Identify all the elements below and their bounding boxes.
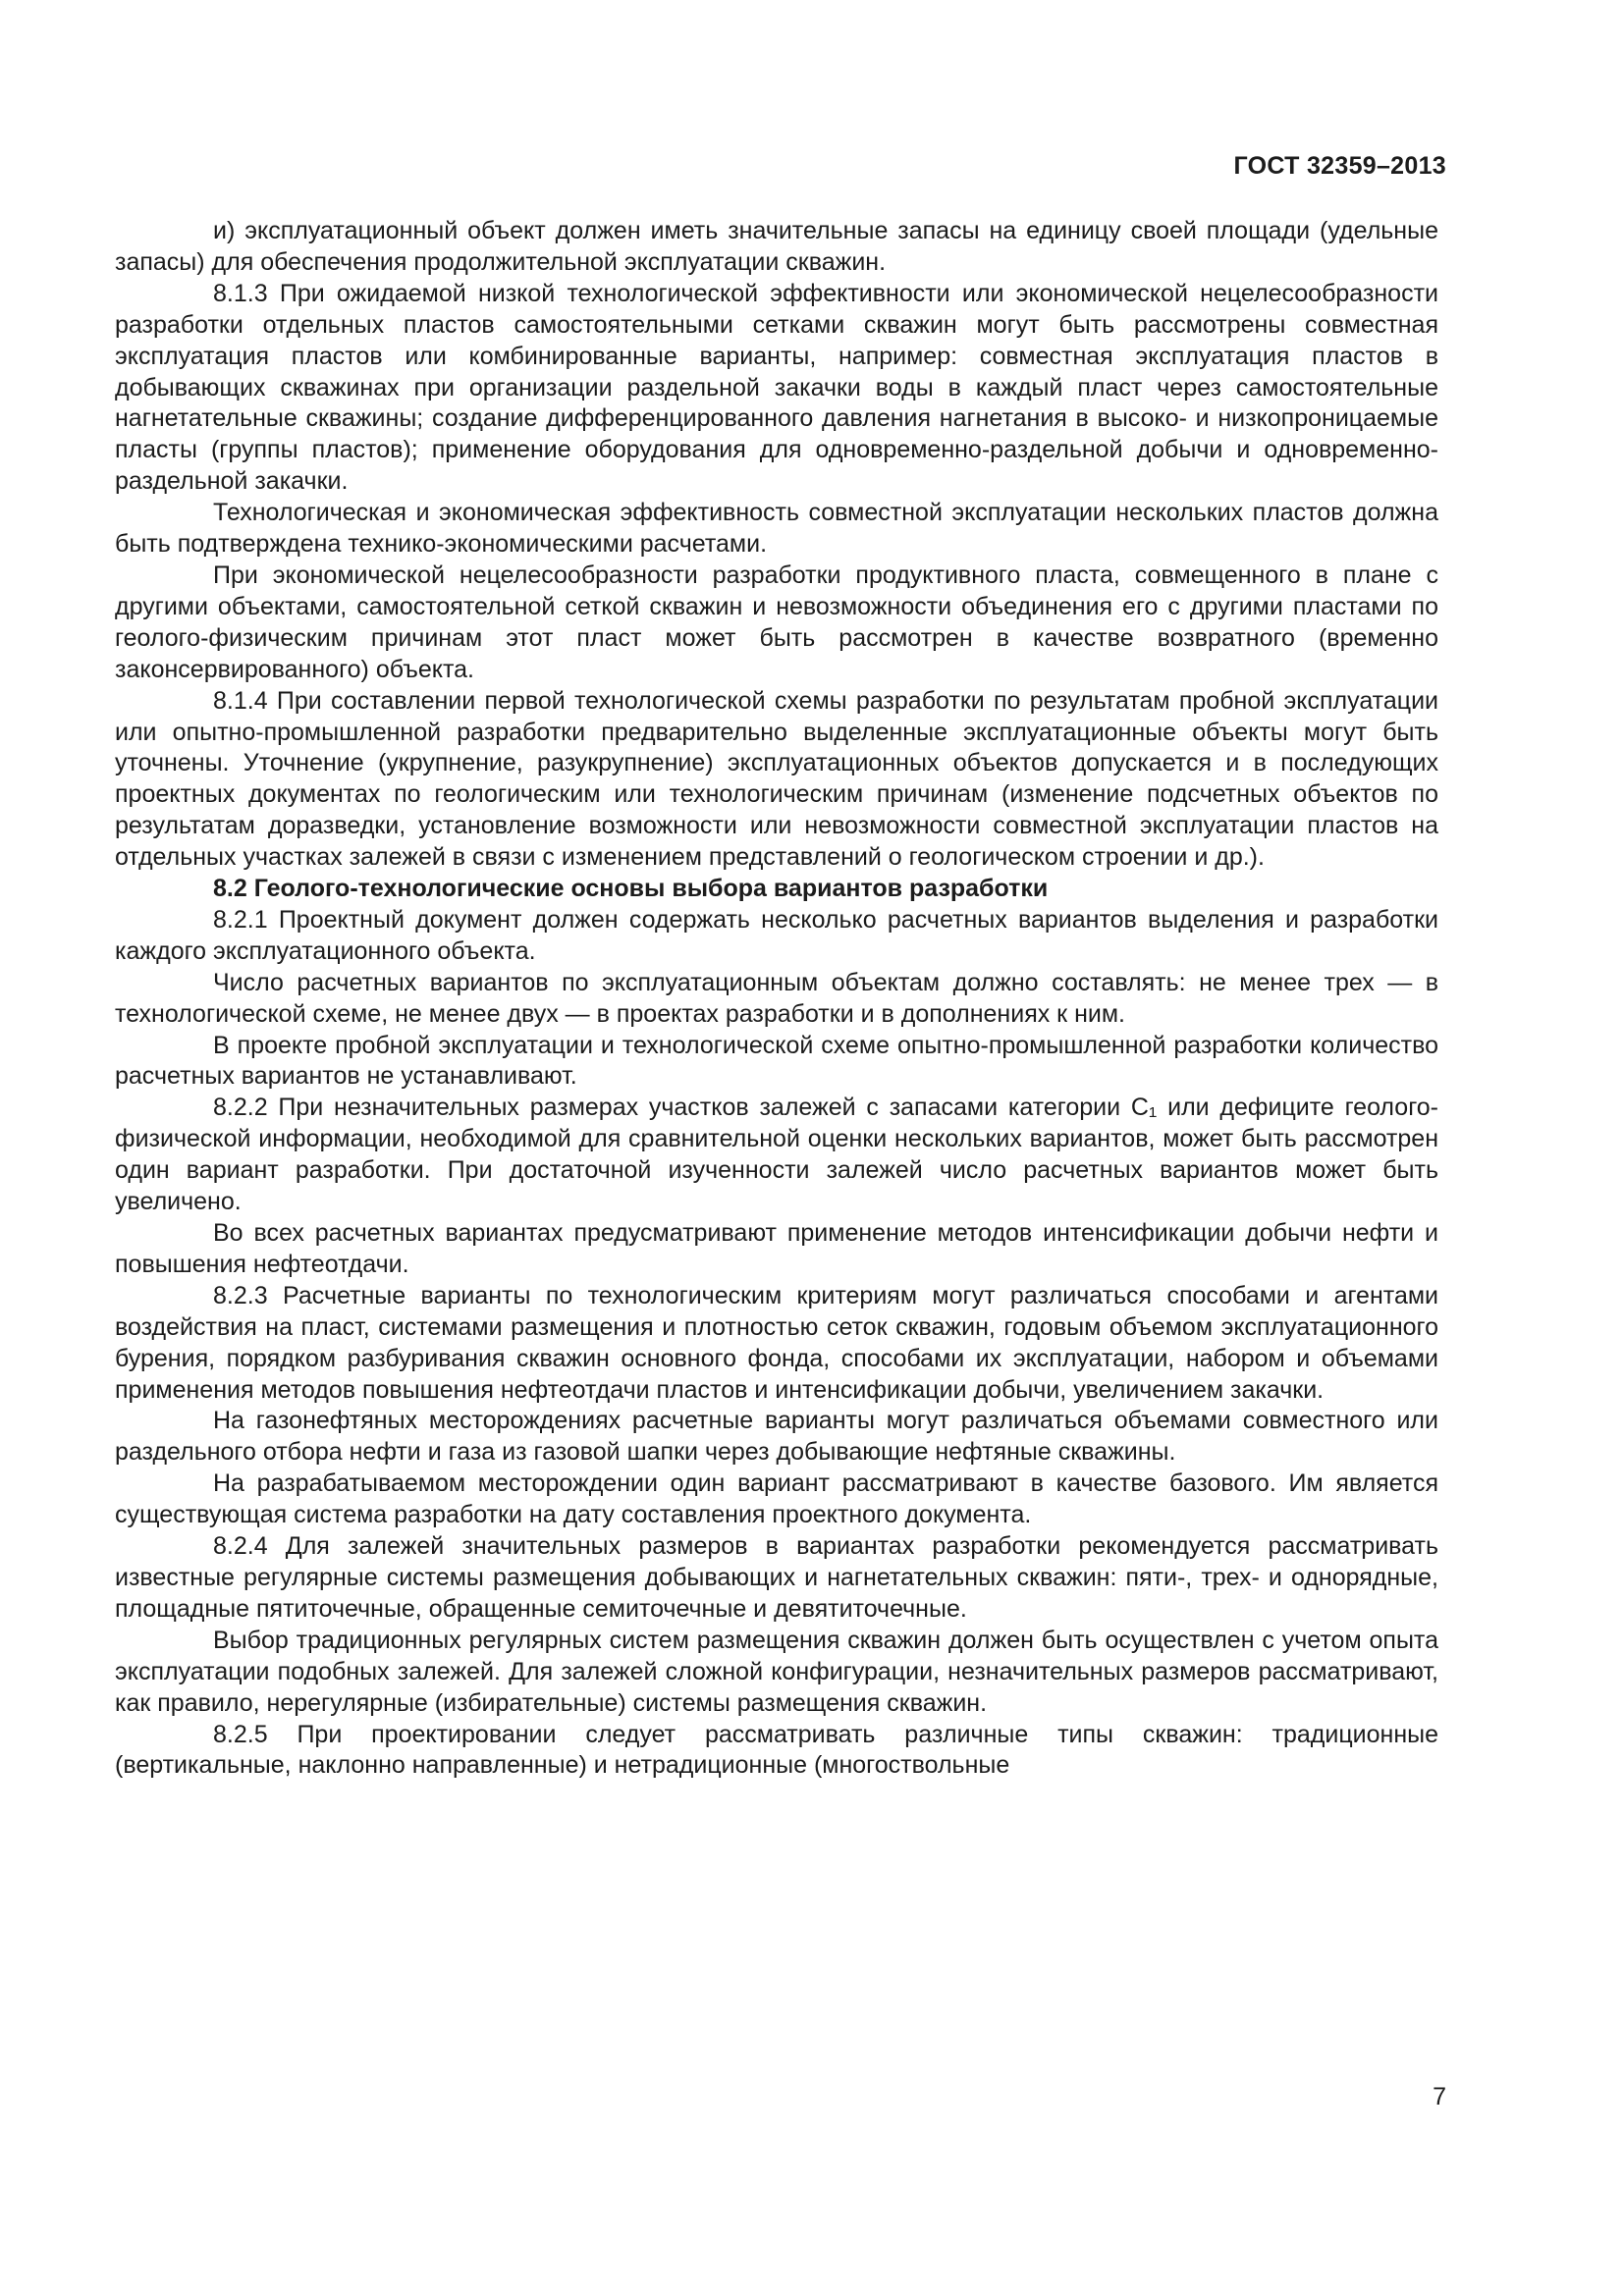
paragraph-8-2-2: 8.2.2 При незначительных размерах участков залежей с запасами категории C₁ или дефиците геолого-физической информации, необходимой для сравнительной оценки нескольких вариантов, может быть рассмотрен один вариант разработки. При достаточной изученности залежей число расчетных вариантов может быть увеличено. <box>115 1094 1438 1216</box>
paragraph-all-variants: Во всех расчетных вариантах предусматривают применение методов интенсификации добычи нефти и повышения нефтеотдачи. <box>115 1219 1438 1278</box>
paragraph-8-2-1: 8.2.1 Проектный документ должен содержать несколько расчетных вариантов выделения и разработки каждого эксплуатационного объекта. <box>115 905 1438 965</box>
document-body <box>115 216 1438 1782</box>
paragraph-joint-operation-efficiency: Технологическая и экономическая эффективность совместной эксплуатации нескольких пластов должна быть подтверждена технико-экономическими расчетами. <box>115 499 1438 559</box>
paragraph-pilot-operation: В проекте пробной эксплуатации и технологической схеме опытно-промышленной разработки количество расчетных вариантов не устанавливают. <box>115 1031 1438 1091</box>
document-code-header: ГОСТ 32359–2013 <box>1233 152 1446 180</box>
paragraph-8-2-4: 8.2.4 Для залежей значительных размеров в вариантах разработки рекомендуется рассматривать известные регулярные системы размещения добывающих и нагнетательных скважин: пяти-, трех- и однорядные, площадные пятиточечные, обращенные семиточечные и девятиточечные. <box>115 1532 1438 1623</box>
paragraph-variant-count: Число расчетных вариантов по эксплуатационным объектам должно составлять: не менее трех — в технологической схеме, не менее двух — в проектах разработки и в дополнениях к ним. <box>115 968 1438 1028</box>
paragraph-8-1-4: 8.1.4 При составлении первой технологической схемы разработки по результатам пробной эксплуатации или опытно-промышленной разработки предварительно выделенные эксплуатационные объекты могут быть уточнены. Уточнение (укрупнение, разукрупнение) эксплуатационных объектов допускается и в последующих проектных документах по геологическим или технологическим причинам (изменение подсчетных объектов по результатам доразведки, установление возможности или невозможности совместной эксплуатации пластов на отдельных участках залежей в связи с изменением представлений о геологическом строении и др.). <box>115 686 1438 872</box>
paragraph-base-variant: На разрабатываемом месторождении один вариант рассматривают в качестве базового. Им является существующая система разработки на дату составления проектного документа. <box>115 1469 1438 1529</box>
paragraph-8-2-3: 8.2.3 Расчетные варианты по технологическим критериям могут различаться способами и агентами воздействия на пласт, системами размещения и плотностью сеток скважин, годовым объемом эксплуатационного бурения, порядком разбуривания скважин основного фонда, способами их эксплуатации, набором и объемами применения методов повышения нефтеотдачи пластов и интенсификации добычи, увеличением закачки. <box>115 1281 1438 1404</box>
paragraph-system-choice: Выбор традиционных регулярных систем размещения скважин должен быть осуществлен с учетом опыта эксплуатации подобных залежей. Для залежей сложной конфигурации, незначительных размеров рассматривают, как правило, нерегулярные (избирательные) системы размещения скважин. <box>115 1626 1438 1717</box>
paragraph-8-1-3: 8.1.3 При ожидаемой низкой технологической эффективности или экономической нецелесообразности разработки отдельных пластов самостоятельными сетками скважин могут быть рассмотрены совместная эксплуатация пластов или комбинированные варианты, например: совместная эксплуатация пластов в добывающих скважинах при организации раздельной закачки воды в каждый пласт через самостоятельные нагнетательные скважины; создание дифференцированного давления нагнетания в высоко- и низкопроницаемые пласты (группы пластов); применение оборудования для одновременно-раздельной добычи и одновременно-раздельной закачки. <box>115 279 1438 496</box>
paragraph-item-i: и) эксплуатационный объект должен иметь значительные запасы на единицу своей площади (удельные запасы) для обеспечения продолжительной эксплуатации скважин. <box>115 217 1438 276</box>
paragraph-gas-oil-fields: На газонефтяных месторождениях расчетные варианты могут различаться объемами совместного или раздельного отбора нефти и газа из газовой шапки через добывающие нефтяные скважины. <box>115 1407 1438 1467</box>
paragraph-8-2-5: 8.2.5 При проектировании следует рассматривать различные типы скважин: традиционные (вертикальные, наклонно направленные) и нетрадиционные (многоствольные <box>115 1720 1438 1780</box>
section-heading-8-2: 8.2 Геолого-технологические основы выбора вариантов разработки <box>213 875 1049 903</box>
page-number: 7 <box>1433 2083 1446 2110</box>
paragraph-return-object: При экономической нецелесообразности разработки продуктивного пласта, совмещенного в плане с другими объектами, самостоятельной сеткой скважин и невозможности объединения его с другими пластами по геолого-физическим причинам этот пласт может быть рассмотрен в качестве возвратного (временно законсервированного) объекта. <box>115 561 1438 683</box>
